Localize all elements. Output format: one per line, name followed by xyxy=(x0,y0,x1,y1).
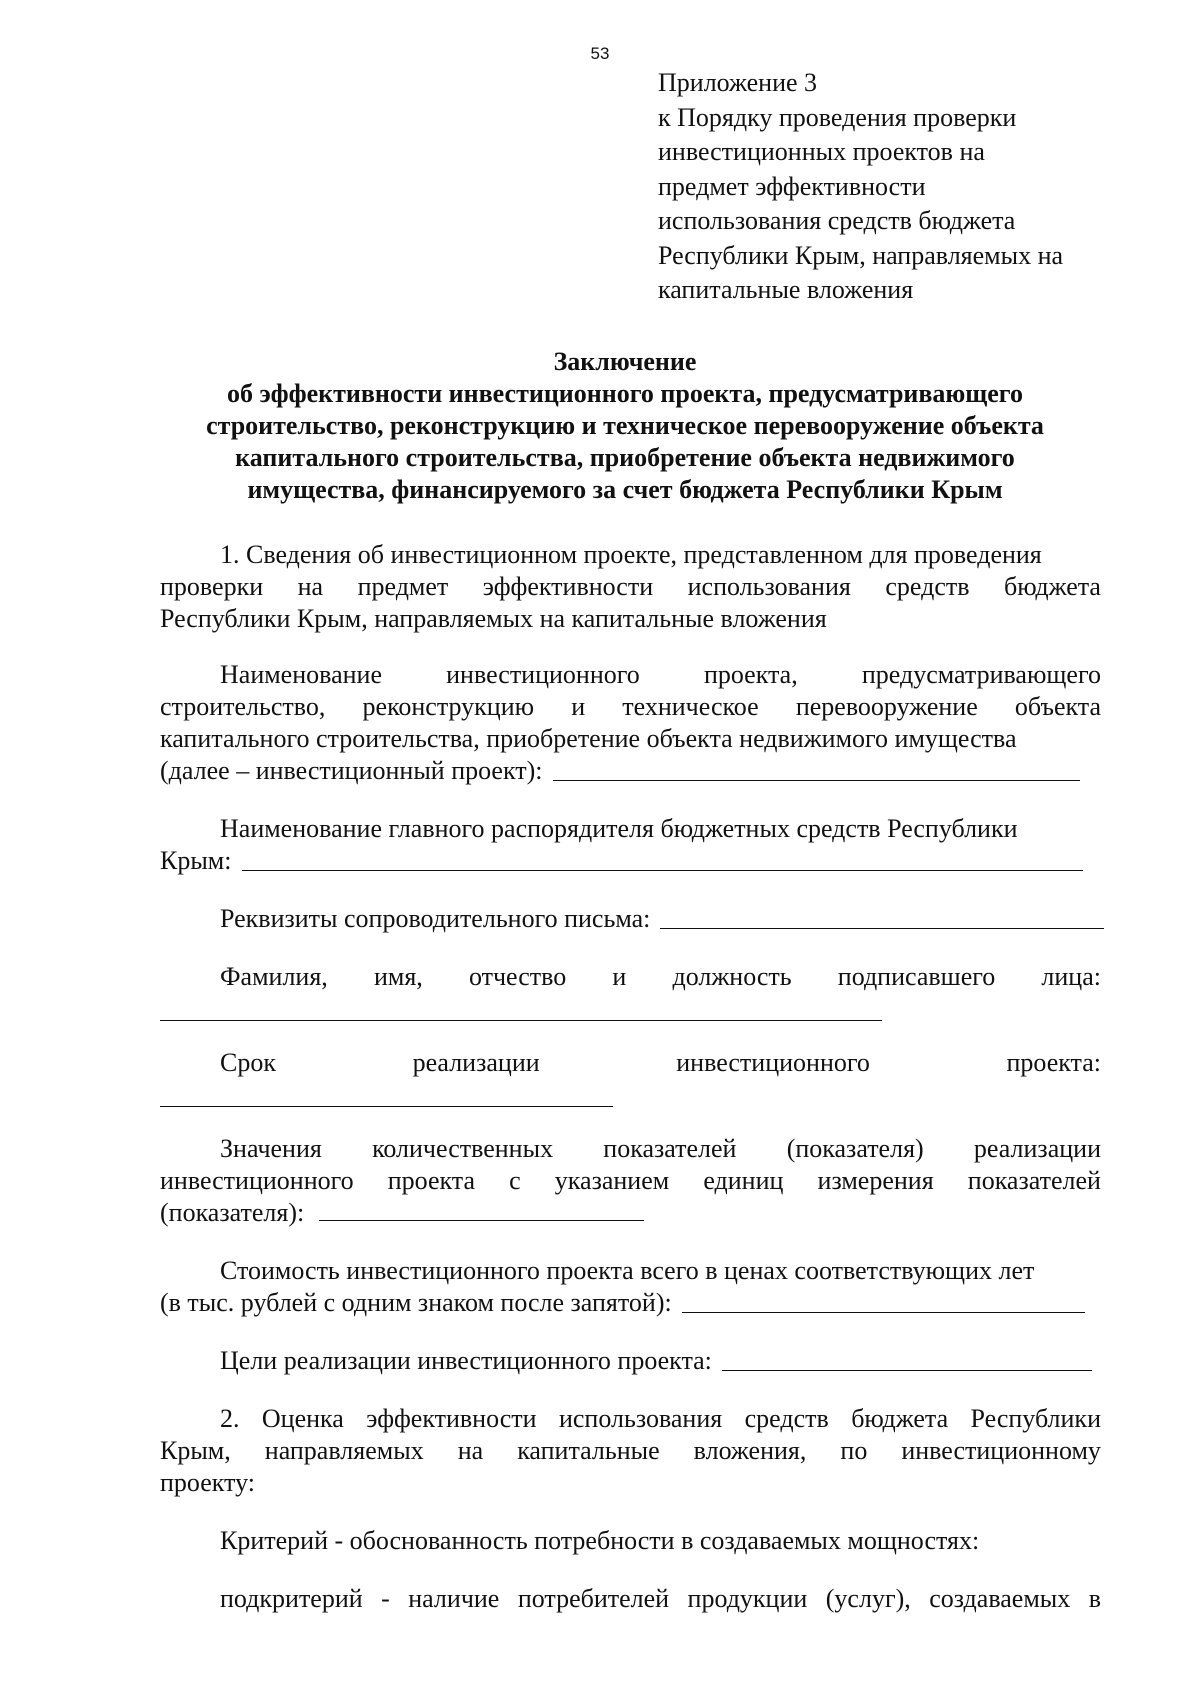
page-number: 53 xyxy=(590,44,610,63)
word: и xyxy=(612,962,627,991)
word: направляемых xyxy=(264,1436,424,1465)
project-name-blank xyxy=(553,756,1080,781)
word: подписавшего xyxy=(837,962,996,991)
word: бюджета xyxy=(851,1404,949,1433)
word: инвестиционного xyxy=(676,1048,870,1077)
term-line xyxy=(220,1048,1101,1078)
indicators-line xyxy=(160,1166,1101,1196)
word: количественных xyxy=(372,1134,554,1163)
word: средств xyxy=(744,1404,829,1433)
word: средств xyxy=(885,572,970,601)
appendix-line: Приложение 3 xyxy=(658,68,818,97)
cost-blank xyxy=(682,1288,1085,1313)
word: продукции xyxy=(687,1584,808,1613)
title-subtitle-line: имущества, финансируемого за счет бюджета Республики Крым xyxy=(247,475,1003,504)
word: Республики xyxy=(970,1404,1101,1433)
word: строительство, xyxy=(160,692,326,721)
project-name-line: капитального строительства, приобретение объекта недвижимого имущества xyxy=(160,724,1017,753)
word: показателей xyxy=(967,1166,1101,1195)
appendix-line: к Порядку проведения проверки xyxy=(658,102,1017,132)
word: предусматривающего xyxy=(861,660,1101,689)
appendix-line: капитальные вложения xyxy=(658,275,914,304)
word: показателей xyxy=(603,1134,737,1163)
word: инвестиционного xyxy=(446,660,640,689)
appendix-line: использования средств бюджета xyxy=(658,206,1016,235)
title-heading: Заключение xyxy=(553,347,697,376)
goals-blank xyxy=(722,1346,1092,1371)
word: техническое xyxy=(622,692,759,721)
word: имя, xyxy=(373,962,423,991)
cost-label: (в тыс. рублей с одним знаком после запятой): xyxy=(160,1288,672,1317)
word: вложения, xyxy=(693,1436,807,1465)
document-title xyxy=(150,346,1100,506)
indicators-line xyxy=(220,1134,1101,1164)
word: проекта: xyxy=(1006,1048,1101,1077)
project-name-line xyxy=(160,692,1101,722)
word: потребителей xyxy=(517,1584,670,1613)
cover-letter-row xyxy=(220,904,1104,934)
word: использования xyxy=(558,1404,723,1433)
indicators-field-row xyxy=(160,1198,644,1228)
word: Крым, xyxy=(160,1436,231,1465)
word: (показателя) xyxy=(786,1134,924,1163)
section1-line: 1. Сведения об инвестиционном проекте, представленном для проведения xyxy=(220,540,1042,569)
word: (услуг), xyxy=(825,1584,911,1613)
word: инвестиционного xyxy=(160,1166,354,1195)
word: и xyxy=(571,692,586,721)
indicators-label: (показателя): xyxy=(160,1198,305,1227)
word: указанием xyxy=(554,1166,670,1195)
word: использования xyxy=(687,572,851,601)
word: на xyxy=(297,572,324,601)
word: реконструкцию xyxy=(362,692,535,721)
cost-line: Стоимость инвестиционного проекта всего в ценах соответствующих лет xyxy=(220,1256,1035,1285)
project-name-line xyxy=(220,660,1101,690)
word: Значения xyxy=(220,1134,322,1163)
goals-label: Цели реализации инвестиционного проекта: xyxy=(220,1346,712,1375)
word: реализации xyxy=(412,1048,540,1077)
word: предмет xyxy=(357,572,449,601)
word: эффективности xyxy=(482,572,654,601)
word: Срок xyxy=(220,1048,276,1077)
word: проекта xyxy=(387,1166,476,1195)
chief-manager-blank xyxy=(242,846,1084,871)
criterion-line: Критерий - обоснованность потребности в создаваемых мощностях: xyxy=(220,1526,980,1555)
word: Наименование xyxy=(220,660,382,689)
appendix-line: предмет эффективности xyxy=(658,171,926,201)
word: Оценка xyxy=(261,1404,344,1433)
section1-line xyxy=(160,572,1101,602)
signatory-line xyxy=(220,962,1101,992)
project-name-label: (далее – инвестиционный проект): xyxy=(160,756,543,785)
cost-field-row xyxy=(160,1288,1085,1318)
section2-line xyxy=(160,1436,1101,1466)
word: подкритерий xyxy=(220,1584,363,1613)
word: Фамилия, xyxy=(220,962,328,991)
word: проверки xyxy=(160,572,264,601)
chief-manager-field-row xyxy=(160,846,1083,876)
word: единиц xyxy=(703,1166,784,1195)
word: эффективности xyxy=(366,1404,537,1433)
word: проекта, xyxy=(703,660,798,689)
word: 2. xyxy=(220,1404,240,1433)
word: реализации xyxy=(973,1134,1101,1163)
subcriterion-line xyxy=(220,1584,1101,1614)
appendix-line: инвестиционных проектов на xyxy=(658,137,985,166)
section2-line xyxy=(220,1404,1101,1434)
word: перевооружение xyxy=(795,692,978,721)
indicators-blank xyxy=(319,1198,644,1221)
word: капитальные xyxy=(517,1436,660,1465)
word: бюджета xyxy=(1004,572,1101,601)
word: по xyxy=(840,1436,868,1465)
cover-letter-label: Реквизиты сопроводительного письма: xyxy=(220,904,651,933)
word: лица: xyxy=(1041,962,1101,991)
word: - xyxy=(381,1584,390,1613)
word: должность xyxy=(672,962,792,991)
appendix-header xyxy=(658,66,1063,308)
title-subtitle-line: об эффективности инвестиционного проекта, предусматривающего xyxy=(227,379,1023,408)
signatory-blank xyxy=(160,1020,882,1021)
word: создаваемых xyxy=(929,1584,1071,1613)
term-blank xyxy=(160,1106,613,1107)
chief-manager-label: Крым: xyxy=(160,846,232,875)
section1-line: Республики Крым, направляемых на капитальные вложения xyxy=(160,604,827,633)
word: инвестиционному xyxy=(901,1436,1101,1465)
word: в xyxy=(1088,1584,1101,1613)
word: измерения xyxy=(817,1166,934,1195)
title-subtitle-line: капитального строительства, приобретение объекта недвижимого xyxy=(235,443,1015,472)
word: отчество xyxy=(468,962,567,991)
word: наличие xyxy=(408,1584,500,1613)
goals-row xyxy=(220,1346,1092,1376)
section2-line: проекту: xyxy=(160,1468,255,1497)
word: с xyxy=(509,1166,521,1195)
chief-manager-line: Наименование главного распорядителя бюджетных средств Республики xyxy=(220,814,1018,843)
appendix-line: Республики Крым, направляемых на xyxy=(658,240,1064,270)
project-name-field-row xyxy=(160,756,1080,786)
word: объекта xyxy=(1014,692,1101,721)
cover-letter-blank xyxy=(660,904,1104,929)
title-subtitle-line: строительство, реконструкцию и техническое перевооружение объекта xyxy=(206,411,1044,440)
word: на xyxy=(457,1436,484,1465)
